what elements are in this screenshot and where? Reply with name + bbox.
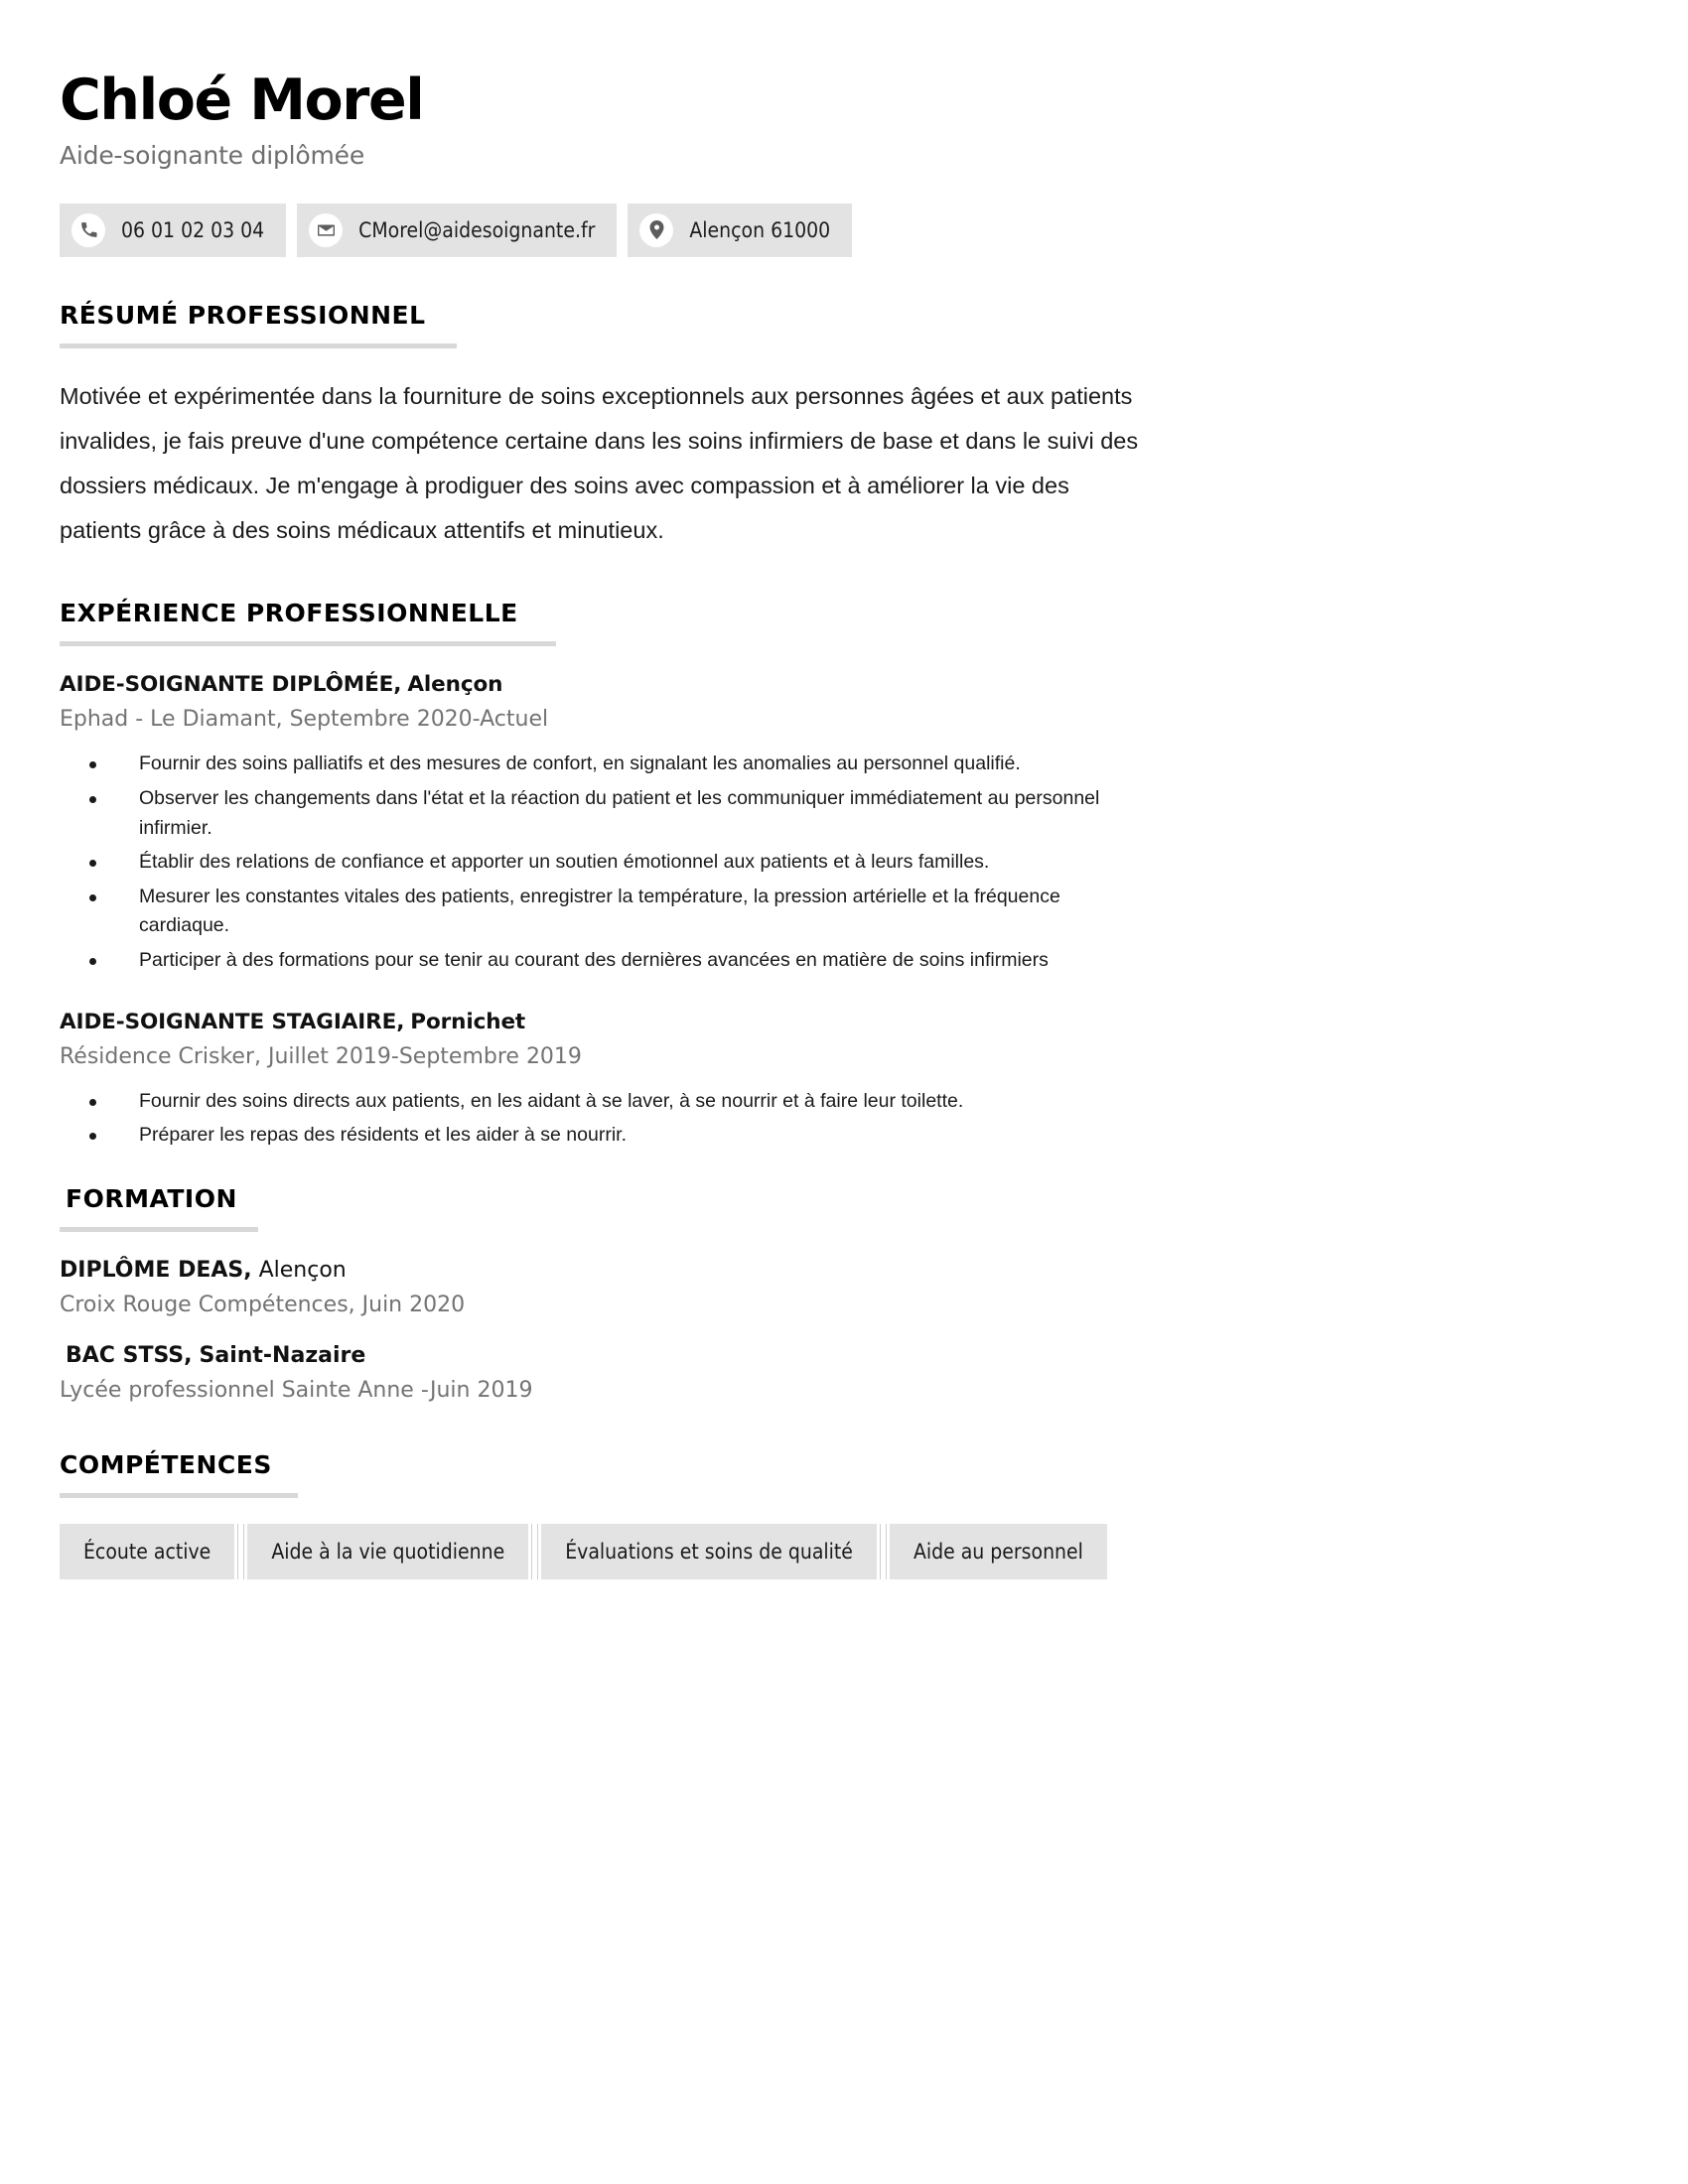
contact-location[interactable] [628,204,852,257]
experience-entry [60,1010,1143,1151]
location-pin-icon [639,213,673,247]
experience-subtitle: Résidence Crisker, Juillet 2019-Septembre 2019 [60,1043,582,1069]
skill-separator [877,1524,890,1579]
education-entry [60,1258,1143,1317]
list-item: Fournir des soins directs aux patients, en les aidant à se laver, à se nourrir et à faire leur toilette. [60,1087,1143,1117]
section-title-experience: EXPÉRIENCE PROFESSIONNELLE [60,599,518,628]
section-experience [60,599,1143,1151]
skill-separator [234,1524,247,1579]
skill-separator [528,1524,541,1579]
skills-row [60,1524,1143,1579]
experience-job-title: AIDE-SOIGNANTE STAGIAIRE, [60,1009,405,1034]
candidate-name: Chloé Morel [60,68,424,133]
education-location: Saint-Nazaire [199,1342,366,1368]
experience-bullets [60,1087,1143,1151]
experience-job-title: AIDE-SOIGNANTE DIPLÔMÉE, [60,672,402,698]
education-degree: BAC STSS, [66,1342,193,1368]
list-item: Établir des relations de confiance et apporter un soutien émotionnel aux patients et à leurs familles. [60,848,1143,878]
experience-bullets [60,750,1143,975]
education-degree-line [60,1258,1143,1283]
education-degree: DIPLÔME DEAS, [60,1257,252,1283]
contact-email-value: CMorel@aidesoignante.fr [358,217,596,242]
education-school: Lycée professionnel Sainte Anne -Juin 2019 [60,1377,533,1403]
contact-email[interactable] [297,204,617,257]
section-rule-education [60,1227,258,1232]
section-summary [60,301,1143,553]
summary-text: Motivée et expérimentée dans la fourniture de soins exceptionnels aux personnes âgées et aux patients invalides, je fais preuve d'une compétence certaine dans les soins infirmiers de base et dans le suivi des dossiers médicaux. Je m'engage à prodiguer des soins avec compassion et à améliorer la vie des patients grâce à des soins médicaux attentifs et minutieux. [60,382,1139,544]
candidate-headline: Aide-soignante diplômée [60,140,365,170]
experience-job-location: Alençon [407,672,503,698]
experience-title [60,1010,1143,1034]
list-item: Mesurer les constantes vitales des patients, enregistrer la température, la pression artérielle et la fréquence cardiaque. [60,883,1143,941]
skill-chip[interactable]: Écoute active [60,1524,234,1579]
contact-row [60,204,1143,257]
skill-chip[interactable]: Évaluations et soins de qualité [541,1524,877,1579]
section-rule-experience [60,641,556,646]
education-school: Croix Rouge Compétences, Juin 2020 [60,1292,466,1317]
education-location: Alençon [258,1257,347,1283]
section-title-education: FORMATION [66,1183,237,1213]
list-item: Participer à des formations pour se tenir au courant des dernières avancées en matière de soins infirmiers [60,946,1143,976]
section-title-skills: COMPÉTENCES [60,1449,272,1479]
section-skills [60,1450,1143,1579]
section-rule-summary [60,343,457,348]
section-title-summary: RÉSUMÉ PROFESSIONNEL [60,300,426,330]
section-education [60,1184,1143,1403]
contact-location-value: Alençon 61000 [689,217,831,242]
experience-subtitle: Ephad - Le Diamant, Septembre 2020-Actuel [60,707,549,733]
section-rule-skills [60,1493,298,1498]
experience-title [60,672,1143,697]
skill-chip[interactable]: Aide à la vie quotidienne [247,1524,528,1579]
phone-icon [71,213,105,247]
contact-phone[interactable] [60,204,286,257]
envelope-icon [309,213,343,247]
contact-phone-value: 06 01 02 03 04 [121,217,265,242]
list-item: Fournir des soins palliatifs et des mesures de confort, en signalant les anomalies au personnel qualifié. [60,750,1143,779]
resume-header [60,68,1143,170]
skill-chip[interactable]: Aide au personnel [890,1524,1107,1579]
experience-entry [60,672,1143,975]
experience-job-location: Pornichet [410,1009,526,1034]
education-entry [60,1343,1143,1403]
list-item: Préparer les repas des résidents et les aider à se nourrir. [60,1121,1143,1151]
education-degree-line [60,1343,1143,1368]
list-item: Observer les changements dans l'état et la réaction du patient et les communiquer immédiatement au personnel infirmier. [60,784,1143,843]
